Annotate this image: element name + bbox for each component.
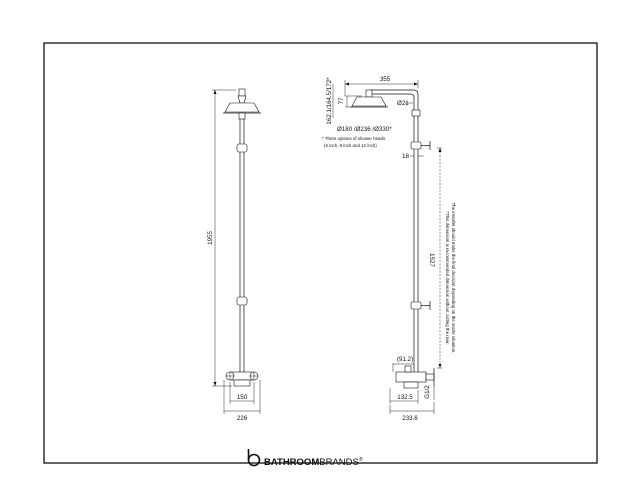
front-inner-width-label: 150 (236, 394, 248, 401)
cut-note-line1: *This dimension is recommended dimension without cutting the riser. (445, 211, 450, 345)
pipe-diameter-label: Ø21 (397, 100, 409, 107)
brand-mark: ® (358, 457, 363, 463)
riser-length-label: 1527 (428, 253, 435, 267)
thread-label: G1/2 (424, 385, 431, 399)
brand-name-regular: BRANDS (319, 457, 359, 468)
lower-wall-bracket (411, 302, 421, 309)
wall-inlet (426, 374, 434, 380)
front-height-label: 1955 (207, 231, 214, 245)
head-options-label: 162.1/164.5/172* (326, 77, 333, 125)
heads-note-line1: * Three options of shower heads (322, 136, 386, 141)
side-valve-body (396, 372, 426, 382)
brand-name (264, 456, 363, 468)
side-upper-joint (412, 110, 420, 116)
outlet-width-label: 132.5 (397, 394, 413, 401)
head-connector (239, 113, 245, 119)
head-fitting-side (366, 90, 372, 97)
brand-footer (44, 449, 597, 468)
front-view (207, 89, 261, 422)
ceiling-fitting (239, 89, 245, 96)
heads-note-line2: (6 inch, 9 inch and 12 inch) (324, 143, 377, 148)
drawing-frame (44, 43, 597, 463)
side-view (322, 76, 456, 422)
side-valve-outlet (404, 382, 418, 388)
head-neck (238, 96, 246, 103)
head-diameters-label: Ø180 /Ø236 /Ø330* (337, 126, 392, 133)
lower-coupling (237, 297, 247, 305)
valve-outlet (234, 380, 250, 386)
upper-coupling (237, 144, 247, 152)
brand-name-bold: BATHROOM (264, 457, 320, 468)
cut-note-line2: The installer should make the final decision depending on the onsite situation. (451, 202, 456, 354)
arm-length-label: 355 (379, 76, 391, 83)
overall-width-label: 233.6 (402, 415, 418, 422)
valve-offset-label: (91.2) (397, 356, 414, 363)
shower-head-side (352, 97, 386, 106)
side-handle (405, 366, 411, 372)
shower-head-front (225, 103, 259, 112)
head-height-label: 77 (338, 97, 345, 105)
offset-label: 18 (402, 153, 409, 160)
upper-wall-bracket (411, 142, 421, 149)
front-outer-width-label: 226 (236, 415, 248, 422)
